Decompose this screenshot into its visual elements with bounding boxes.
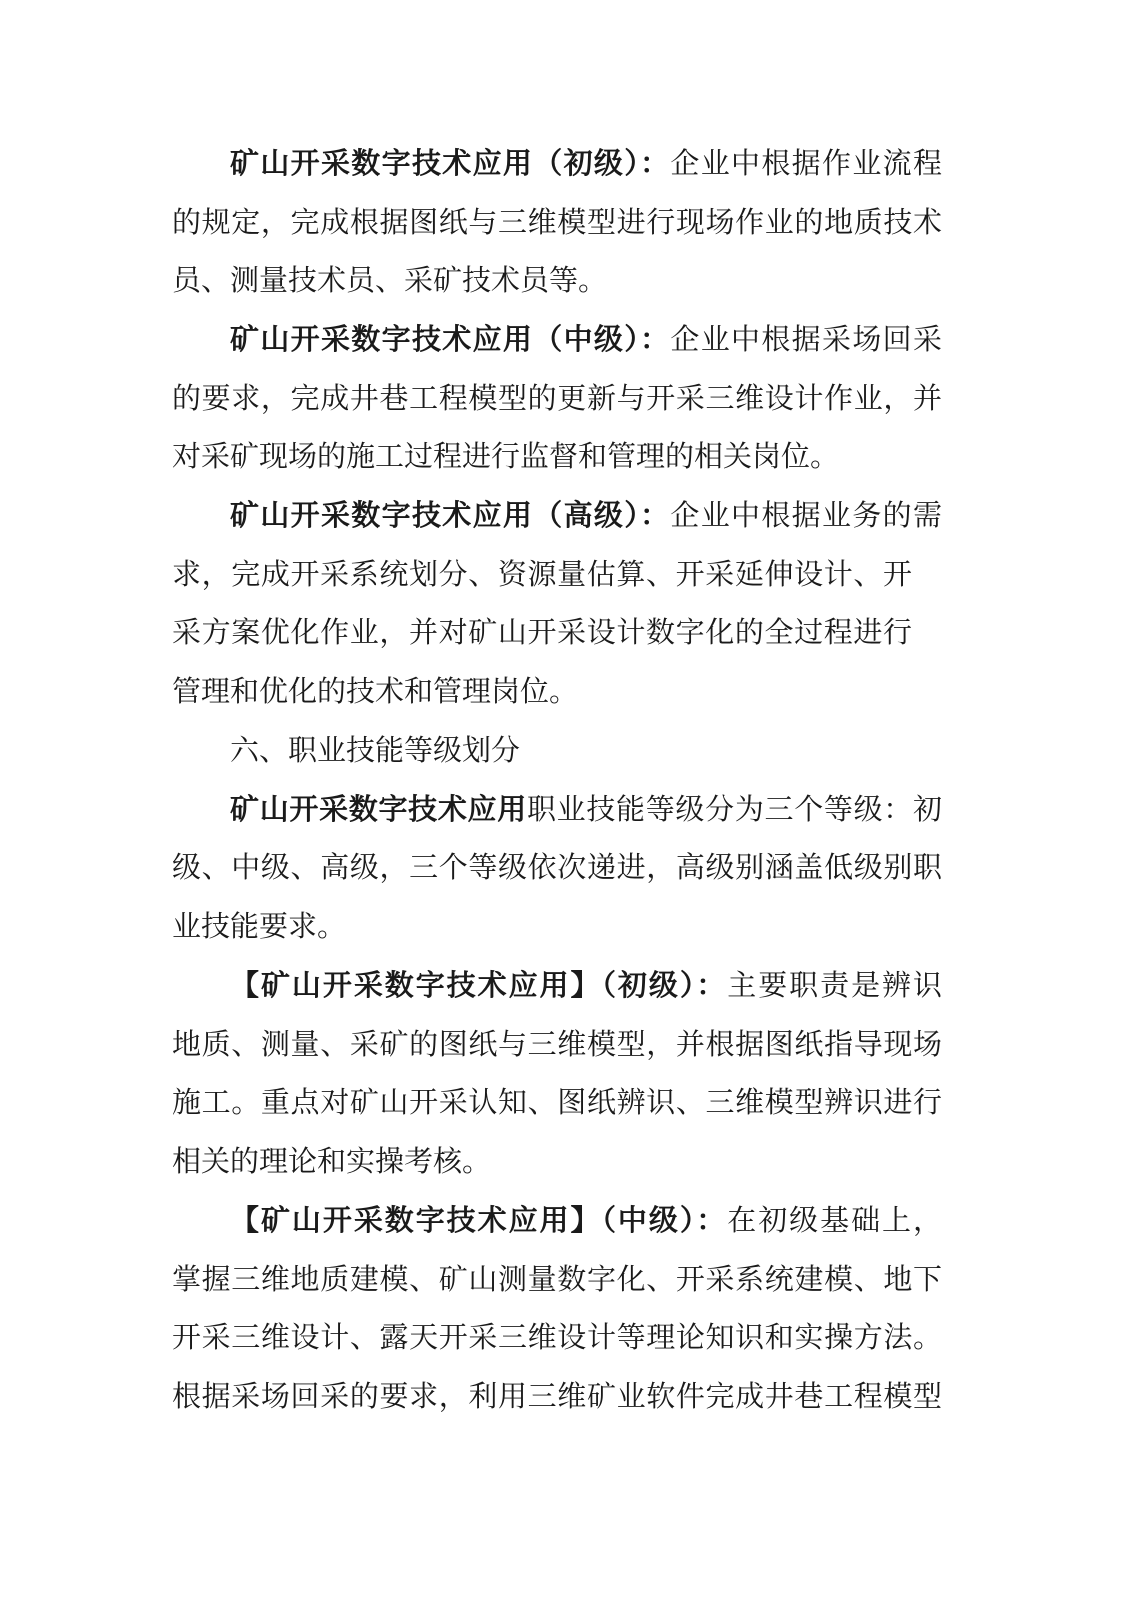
bold-term: 矿山开采数字技术应用（初级）： <box>230 146 671 180</box>
paragraph-line <box>172 554 912 594</box>
line-text: 掌握三维地质建模、矿山测量数字化、开采系统建模、地下 <box>172 1262 942 1296</box>
line-text: 施工。重点对矿山开采认知、图纸辨识、三维模型辨识进行 <box>172 1085 942 1119</box>
paragraph-line <box>172 1317 942 1357</box>
bold-term: 矿山开采数字技术应用（中级）： <box>230 322 671 356</box>
paragraph-line <box>230 789 942 829</box>
line-text: 企业中根据采场回采 <box>670 322 942 356</box>
paragraph-line <box>172 436 942 476</box>
bold-term: 【矿山开采数字技术应用】（初级）： <box>230 968 728 1002</box>
bold-term: 【矿山开采数字技术应用】（中级）： <box>230 1203 728 1237</box>
paragraph-line <box>230 143 942 183</box>
line-text: 级、中级、高级，三个等级依次递进，高级别涵盖低级别职 <box>172 850 942 884</box>
paragraph-line <box>172 378 942 418</box>
line-text: 开采三维设计、露天开采三维设计等理论知识和实操方法。 <box>172 1320 942 1354</box>
heading-text: 六、职业技能等级划分 <box>230 733 521 767</box>
bold-term: 矿山开采数字技术应用 <box>230 792 527 826</box>
paragraph-line <box>172 1024 942 1064</box>
paragraph-line <box>230 1200 942 1240</box>
section-heading <box>230 730 942 770</box>
line-text: 员、测量技术员、采矿技术员等。 <box>172 263 608 297</box>
line-text: 根据采场回采的要求，利用三维矿业软件完成井巷工程模型 <box>172 1379 942 1413</box>
paragraph-line <box>172 202 942 242</box>
line-text: 管理和优化的技术和管理岗位。 <box>172 674 579 708</box>
line-text: 的规定，完成根据图纸与三维模型进行现场作业的地质技术 <box>172 205 942 239</box>
line-text: 的要求，完成井巷工程模型的更新与开采三维设计作业，并 <box>172 381 942 415</box>
paragraph-line <box>172 1082 942 1122</box>
paragraph-line <box>172 671 942 711</box>
paragraph-line <box>230 965 942 1005</box>
paragraph-line <box>230 495 942 535</box>
line-text: 企业中根据业务的需 <box>670 498 942 532</box>
line-text: 采方案优化作业，并对矿山开采设计数字化的全过程进行 <box>172 615 912 649</box>
line-text: 职业技能等级分为三个等级：初 <box>526 792 942 826</box>
line-text: 地质、测量、采矿的图纸与三维模型，并根据图纸指导现场 <box>172 1027 942 1061</box>
paragraph-line <box>172 612 912 652</box>
paragraph-line <box>172 1376 942 1416</box>
paragraph-line <box>172 906 942 946</box>
paragraph-line <box>172 1259 942 1299</box>
line-text: 相关的理论和实操考核。 <box>172 1144 492 1178</box>
paragraph-line <box>230 319 942 359</box>
line-text: 主要职责是辨识 <box>727 968 942 1002</box>
bold-term: 矿山开采数字技术应用（高级）： <box>230 498 671 532</box>
line-text: 在初级基础上， <box>727 1203 942 1237</box>
line-text: 业技能要求。 <box>172 909 347 943</box>
paragraph-line <box>172 1141 942 1181</box>
paragraph-line <box>172 260 942 300</box>
line-text: 企业中根据作业流程 <box>670 146 942 180</box>
line-text: 对采矿现场的施工过程进行监督和管理的相关岗位。 <box>172 439 840 473</box>
line-text: 求，完成开采系统划分、资源量估算、开采延伸设计、开 <box>172 557 912 591</box>
paragraph-line <box>172 847 942 887</box>
